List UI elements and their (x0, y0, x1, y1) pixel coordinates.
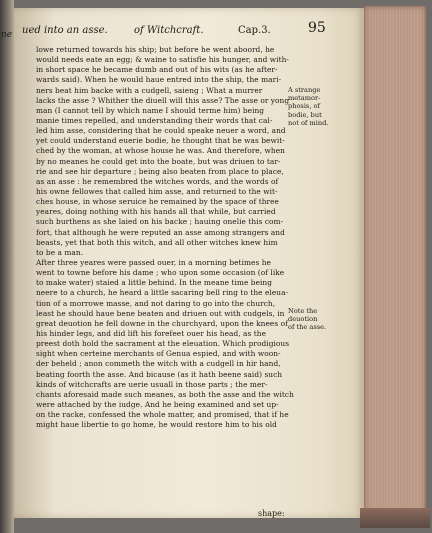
margin-note-line: phosis, of (288, 102, 320, 111)
margin-note-devotion (288, 307, 350, 332)
previous-page-edge (0, 0, 14, 533)
text-line: yeares, doing nothing with his hands all that while, but carried (36, 207, 276, 217)
header-chapter: Cap.3. (238, 25, 271, 36)
margin-note-line: A strange (288, 86, 321, 94)
margin-note-metamorphosis (288, 86, 350, 127)
text-line: man (I cannot tell by which name I should terme him) being (36, 105, 265, 115)
text-line: least he should haue bene beaten and driuen out with cudgels, in (36, 308, 285, 318)
text-line: to be a man. (36, 247, 84, 257)
text-line: yet could understand euerie bodie, he thought that he was bewit- (36, 136, 285, 146)
text-line: to make water) staied a little behind. In the meane time being (36, 278, 273, 288)
text-line: neere to a church, he heard a little sacaring bell ring to the eleua- (36, 288, 289, 298)
text-line: manie times repelled, and understanding their words that cal- (36, 115, 273, 125)
margin-note-line: deuotion (288, 315, 318, 324)
margin-note-line: bodie, but (288, 110, 322, 119)
text-line: as an asse : he remembred the witches words, and the words of (36, 176, 279, 186)
text-line: would needs eate an egg; & waine to satisfie his hunger, and with- (36, 55, 289, 65)
text-line: might haue libertie to go home, he would restore him to his old (36, 420, 277, 430)
page-number: 95 (308, 20, 326, 36)
text-line: der beheld ; anon commeth the witch with a cudgell in hir hand, (36, 359, 281, 369)
text-line: sight when certeine merchants of Genua espied, and with woon- (36, 349, 281, 359)
text-line: After three yeares were passed ouer, in a morning betimes he (36, 257, 271, 267)
page-edges (364, 6, 426, 522)
text-line: rie and see hir departure ; being also beaten from place to place, (36, 166, 284, 176)
text-line: were attached by the iudge. And he being examined and set up- (36, 399, 279, 409)
text-line: ners beat him backe with a cudgell, saieng ; What a murrer (36, 85, 263, 95)
text-line: beating foorth the asse. And bicause (as it hath beene said) such (36, 369, 283, 379)
margin-note-line: of the asse. (288, 323, 327, 332)
header-left: ued into an asse. (22, 25, 108, 36)
text-line: beasts, yet that both this witch, and all other witches knew him (36, 237, 278, 247)
text-line: fort, that although he were reputed an asse among strangers and (36, 227, 285, 237)
margin-note-line: Note the (288, 307, 318, 315)
text-line: lacks the asse ? Whither the diuell will this asse? The asse or yong (36, 95, 290, 105)
text-line: went to towne before his dame ; who upon some occasion (of like (36, 268, 285, 278)
text-line: ches house, in whose seruice he remained by the space of three (36, 197, 279, 207)
previous-page-fragment: ne (1, 30, 13, 40)
text-line: such burthens as she laied on his backe ; hauing onelie this com- (36, 217, 284, 227)
margin-note-line: not of mind. (288, 118, 329, 127)
header-title: of Witchcraft. (134, 25, 204, 36)
text-line: preest doth hold the sacrament at the eleuation. Which prodigious (36, 339, 290, 349)
text-line: led him asse, considering that he could speake neuer a word, and (36, 126, 286, 136)
book-cover-base (360, 508, 430, 528)
text-line: by no meanes he could get into the boate, but was driuen to tar- (36, 156, 281, 166)
text-line: on the racke, confessed the whole matter, and promised, that if he (36, 410, 289, 420)
text-line: tion of a morrowe masse, and not daring to go into the church, (36, 298, 276, 308)
text-line: chants aforesaid made such meanes, as both the asse and the witch (36, 389, 294, 399)
margin-note-line: metamor- (288, 94, 321, 103)
text-line: great deuotion he fell downe in the churchyard, upon the knees of (36, 318, 288, 328)
running-header (22, 20, 357, 40)
catchword: shape: (258, 509, 285, 518)
text-line: ched by the woman, at whose house he was. And therefore, when (36, 146, 285, 156)
text-line: his owne fellowes that called him asse, and returned to the wit- (36, 186, 278, 196)
text-line: kinds of witchcrafts are uerie usuall in those parts ; the mer- (36, 379, 268, 389)
text-line: in short space he became dumb and out of his wits (as he after- (36, 65, 278, 75)
text-line: wards said). When he would haue entred into the ship, the mari- (36, 75, 282, 85)
body-text (36, 45, 294, 430)
text-line: his hinder legs, and did lift his forefeet ouer his head, as the (36, 328, 267, 338)
text-line: lowe returned towards his ship; but before he went aboord, he (36, 45, 275, 54)
